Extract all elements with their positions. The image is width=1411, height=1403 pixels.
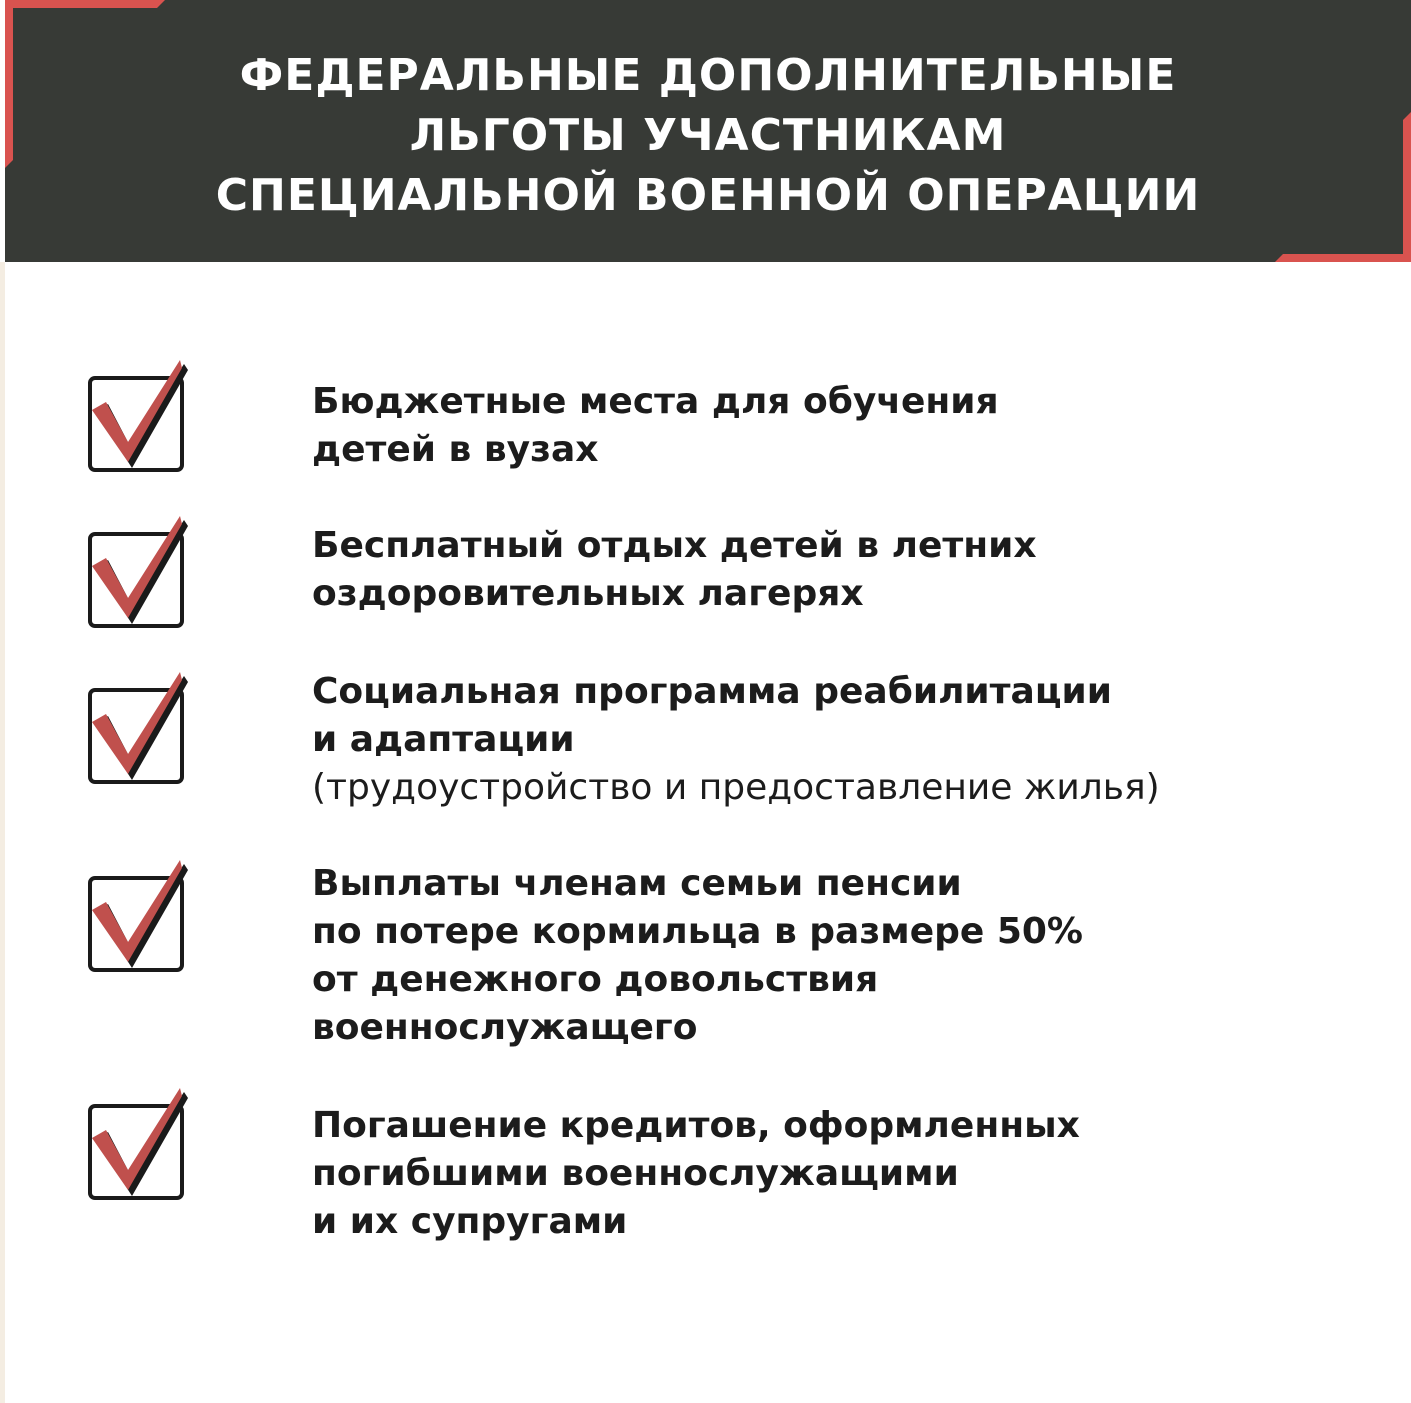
- checkbox-checked-icon: [88, 1088, 198, 1200]
- benefit-text-1: Бюджетные места для обучения детей в вузах: [312, 381, 999, 470]
- benefit-text-2: Бесплатный отдых детей в летних оздоровительных лагерях: [312, 525, 1037, 614]
- page-left-strip: [0, 262, 5, 1403]
- benefit-text-5: Погашение кредитов, оформленных погибшими военнослужащими и их супругами: [312, 1105, 1080, 1242]
- header-banner: [5, 0, 1411, 262]
- title-line-3: СПЕЦИАЛЬНОЙ ВОЕННОЙ ОПЕРАЦИИ: [215, 170, 1201, 221]
- title-line-1: ФЕДЕРАЛЬНЫЕ ДОПОЛНИТЕЛЬНЫЕ: [239, 50, 1177, 101]
- benefit-note-3: (трудоустройство и предоставление жилья): [312, 767, 1160, 808]
- checkbox-checked-icon: [88, 516, 198, 628]
- page-title: [5, 46, 1411, 226]
- checkbox-checked-icon: [88, 860, 198, 972]
- checkbox-checked-icon: [88, 360, 198, 472]
- benefit-text-4: Выплаты членам семьи пенсии по потере кормильца в размере 50% от денежного довольствия военнослужащего: [312, 863, 1083, 1048]
- benefit-text-3: Социальная программа реабилитации и адаптации (трудоустройство и предоставление жилья): [312, 668, 1372, 812]
- title-line-2: ЛЬГОТЫ УЧАСТНИКАМ: [409, 110, 1007, 161]
- checkbox-checked-icon: [88, 672, 198, 784]
